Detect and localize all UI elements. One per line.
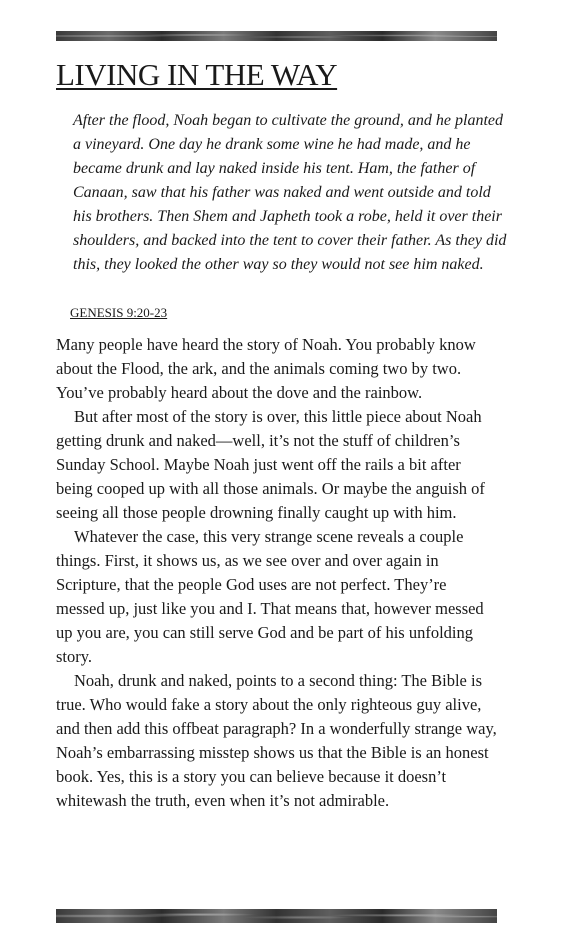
paragraph-4: Noah, drunk and naked, points to a second thing: The Bible is true. Who would fake a story about the only righteous guy alive, and then add this offbeat paragraph? In a wonderfully strange way, Noah’s embarrassing misstep shows us that the Bible is an honest book. Yes, this is a story you can believe because it doesn’t whitewash the truth, even when it’s not admirable.	[56, 671, 497, 810]
page-title: LIVING IN THE WAY	[56, 57, 338, 92]
scripture-quote: After the flood, Noah began to cultivate the ground, and he planted a vineyard. One day he drank some wine he had made, and he became drunk and lay naked inside his tent. Ham, the father of Canaan, saw that his father was naked and went outside and told his brothers. Then Shem and Japheth took a robe, held it over their shoulders, and backed into the tent to cover their father. As they did this, they looked the other way so they would not see him naked.	[73, 112, 507, 273]
article-body	[56, 333, 498, 813]
top-decorative-rule	[56, 31, 497, 41]
paragraph-2: But after most of the story is over, this little piece about Noah getting drunk and naked—well, it’s not the stuff of children’s Sunday School. Maybe Noah just went off the rails a bit after being cooped up with all those animals. Or maybe the anguish of seeing all those people drowning finally caught up with him.	[56, 407, 485, 522]
bottom-decorative-rule	[56, 909, 497, 923]
paragraph-1: Many people have heard the story of Noah. You probably know about the Flood, the ark, and the animals coming two by two. You’ve probably heard about the dove and the rainbow.	[56, 335, 476, 402]
paragraph-3: Whatever the case, this very strange scene reveals a couple things. First, it shows us, as we see over and over again in Scripture, that the people God uses are not perfect. They’re messed up, just like you and I. That means that, however messed up you are, you can still serve God and be part of his unfolding story.	[56, 527, 484, 666]
scripture-citation: GENESIS 9:20-23	[70, 305, 168, 320]
